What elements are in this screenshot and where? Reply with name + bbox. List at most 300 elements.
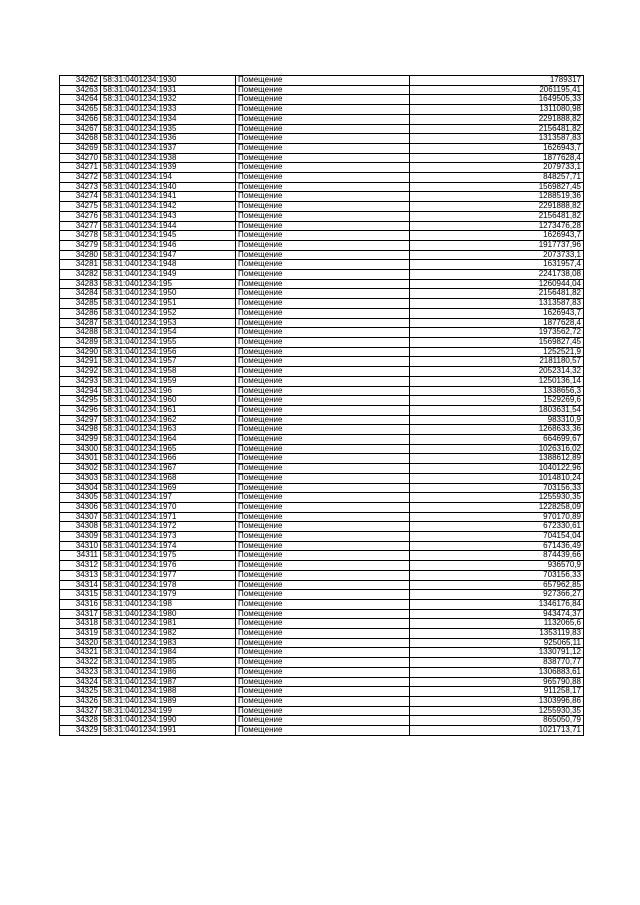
- cadastral-value: 672330,61: [410, 522, 584, 532]
- cadastral-value: 1313587,83: [410, 299, 584, 309]
- cadastral-number: 58:31:0401234:1988: [101, 687, 236, 697]
- cadastral-value: 703156,33: [410, 570, 584, 580]
- table-row: [60, 153, 584, 163]
- cadastral-number: 58:31:0401234:1957: [101, 357, 236, 367]
- table-row: [60, 561, 584, 571]
- row-number: 34269: [60, 143, 101, 153]
- cadastral-number: 58:31:0401234:1976: [101, 561, 236, 571]
- object-type: Помещение: [236, 163, 410, 173]
- object-type: Помещение: [236, 716, 410, 726]
- table-row: [60, 337, 584, 347]
- object-type: Помещение: [236, 357, 410, 367]
- row-number: 34320: [60, 638, 101, 648]
- cadastral-number: 58:31:0401234:1935: [101, 124, 236, 134]
- row-number: 34275: [60, 202, 101, 212]
- row-number: 34264: [60, 95, 101, 105]
- table-row: [60, 658, 584, 668]
- row-number: 34273: [60, 182, 101, 192]
- table-row: [60, 609, 584, 619]
- cadastral-number: 58:31:0401234:1958: [101, 367, 236, 377]
- cadastral-value: 2156481,82: [410, 289, 584, 299]
- cadastral-number: 58:31:0401234:1975: [101, 551, 236, 561]
- object-type: Помещение: [236, 629, 410, 639]
- cadastral-table: [59, 75, 584, 736]
- object-type: Помещение: [236, 240, 410, 250]
- table-row: [60, 706, 584, 716]
- cadastral-number: 58:31:0401234:1967: [101, 464, 236, 474]
- row-number: 34329: [60, 726, 101, 736]
- object-type: Помещение: [236, 454, 410, 464]
- cadastral-value: 2061195,41: [410, 85, 584, 95]
- object-type: Помещение: [236, 95, 410, 105]
- object-type: Помещение: [236, 551, 410, 561]
- object-type: Помещение: [236, 114, 410, 124]
- cadastral-number: 58:31:0401234:1948: [101, 260, 236, 270]
- cadastral-number: 58:31:0401234:1946: [101, 240, 236, 250]
- object-type: Помещение: [236, 289, 410, 299]
- row-number: 34289: [60, 337, 101, 347]
- cadastral-number: 58:31:0401234:1983: [101, 638, 236, 648]
- cadastral-value: 1228258,09: [410, 502, 584, 512]
- cadastral-value: 1255930,35: [410, 706, 584, 716]
- cadastral-number: 58:31:0401234:1947: [101, 250, 236, 260]
- cadastral-number: 58:31:0401234:199: [101, 706, 236, 716]
- cadastral-value: 1330791,12: [410, 648, 584, 658]
- table-row: [60, 483, 584, 493]
- row-number: 34285: [60, 299, 101, 309]
- table-row: [60, 405, 584, 415]
- cadastral-value: 1631957,4: [410, 260, 584, 270]
- table-row: [60, 444, 584, 454]
- object-type: Помещение: [236, 260, 410, 270]
- cadastral-number: 58:31:0401234:1961: [101, 405, 236, 415]
- row-number: 34291: [60, 357, 101, 367]
- cadastral-value: 1917737,96: [410, 240, 584, 250]
- table-row: [60, 629, 584, 639]
- cadastral-number: 58:31:0401234:1987: [101, 677, 236, 687]
- cadastral-number: 58:31:0401234:1934: [101, 114, 236, 124]
- row-number: 34284: [60, 289, 101, 299]
- table-row: [60, 279, 584, 289]
- row-number: 34262: [60, 76, 101, 86]
- object-type: Помещение: [236, 541, 410, 551]
- cadastral-number: 58:31:0401234:1977: [101, 570, 236, 580]
- row-number: 34278: [60, 231, 101, 241]
- cadastral-value: 1346176,84: [410, 599, 584, 609]
- cadastral-value: 2052314,32: [410, 367, 584, 377]
- cadastral-number: 58:31:0401234:1964: [101, 435, 236, 445]
- cadastral-value: 911258,17: [410, 687, 584, 697]
- cadastral-value: 1311080,98: [410, 105, 584, 115]
- row-number: 34311: [60, 551, 101, 561]
- table-row: [60, 599, 584, 609]
- object-type: Помещение: [236, 512, 410, 522]
- cadastral-value: 1252521,9: [410, 347, 584, 357]
- object-type: Помещение: [236, 347, 410, 357]
- cadastral-number: 58:31:0401234:1944: [101, 221, 236, 231]
- object-type: Помещение: [236, 658, 410, 668]
- cadastral-value: 1260944,04: [410, 279, 584, 289]
- row-number: 34326: [60, 697, 101, 707]
- cadastral-value: 2156481,82: [410, 211, 584, 221]
- row-number: 34296: [60, 405, 101, 415]
- row-number: 34325: [60, 687, 101, 697]
- cadastral-value: 1353119,83: [410, 629, 584, 639]
- table-row: [60, 202, 584, 212]
- object-type: Помещение: [236, 279, 410, 289]
- object-type: Помещение: [236, 677, 410, 687]
- row-number: 34322: [60, 658, 101, 668]
- table-row: [60, 677, 584, 687]
- row-number: 34309: [60, 532, 101, 542]
- cadastral-number: 58:31:0401234:1968: [101, 473, 236, 483]
- cadastral-value: 1303996,86: [410, 697, 584, 707]
- table-row: [60, 726, 584, 736]
- object-type: Помещение: [236, 493, 410, 503]
- table-row: [60, 435, 584, 445]
- object-type: Помещение: [236, 76, 410, 86]
- cadastral-value: 1273476,28: [410, 221, 584, 231]
- row-number: 34265: [60, 105, 101, 115]
- table-row: [60, 386, 584, 396]
- object-type: Помещение: [236, 376, 410, 386]
- cadastral-number: 58:31:0401234:1956: [101, 347, 236, 357]
- cadastral-number: 58:31:0401234:1970: [101, 502, 236, 512]
- object-type: Помещение: [236, 143, 410, 153]
- object-type: Помещение: [236, 318, 410, 328]
- cadastral-number: 58:31:0401234:1974: [101, 541, 236, 551]
- cadastral-number: 58:31:0401234:1990: [101, 716, 236, 726]
- cadastral-number: 58:31:0401234:1980: [101, 609, 236, 619]
- cadastral-value: 848257,71: [410, 173, 584, 183]
- object-type: Помещение: [236, 561, 410, 571]
- row-number: 34267: [60, 124, 101, 134]
- cadastral-value: 943474,37: [410, 609, 584, 619]
- cadastral-number: 58:31:0401234:1982: [101, 629, 236, 639]
- row-number: 34287: [60, 318, 101, 328]
- table-row: [60, 425, 584, 435]
- object-type: Помещение: [236, 134, 410, 144]
- table-row: [60, 95, 584, 105]
- table-row: [60, 367, 584, 377]
- cadastral-value: 1569827,45: [410, 337, 584, 347]
- cadastral-value: 2291888,82: [410, 114, 584, 124]
- object-type: Помещение: [236, 153, 410, 163]
- table-row: [60, 105, 584, 115]
- row-number: 34306: [60, 502, 101, 512]
- cadastral-value: 1014810,24: [410, 473, 584, 483]
- row-number: 34282: [60, 270, 101, 280]
- cadastral-number: 58:31:0401234:1972: [101, 522, 236, 532]
- object-type: Помещение: [236, 483, 410, 493]
- object-type: Помещение: [236, 590, 410, 600]
- table-row: [60, 134, 584, 144]
- object-type: Помещение: [236, 270, 410, 280]
- cadastral-number: 58:31:0401234:1979: [101, 590, 236, 600]
- cadastral-value: 1789317: [410, 76, 584, 86]
- cadastral-value: 970170,89: [410, 512, 584, 522]
- row-number: 34319: [60, 629, 101, 639]
- cadastral-number: 58:31:0401234:1984: [101, 648, 236, 658]
- cadastral-number: 58:31:0401234:1936: [101, 134, 236, 144]
- row-number: 34299: [60, 435, 101, 445]
- object-type: Помещение: [236, 182, 410, 192]
- cadastral-value: 983310,9: [410, 415, 584, 425]
- table-row: [60, 143, 584, 153]
- object-type: Помещение: [236, 202, 410, 212]
- cadastral-number: 58:31:0401234:1966: [101, 454, 236, 464]
- table-row: [60, 250, 584, 260]
- cadastral-number: 58:31:0401234:196: [101, 386, 236, 396]
- table-row: [60, 85, 584, 95]
- row-number: 34314: [60, 580, 101, 590]
- table-row: [60, 619, 584, 629]
- table-row: [60, 231, 584, 241]
- cadastral-value: 657962,85: [410, 580, 584, 590]
- table-row: [60, 493, 584, 503]
- cadastral-number: 58:31:0401234:1951: [101, 299, 236, 309]
- object-type: Помещение: [236, 502, 410, 512]
- cadastral-value: 664699,67: [410, 435, 584, 445]
- object-type: Помещение: [236, 473, 410, 483]
- row-number: 34280: [60, 250, 101, 260]
- object-type: Помещение: [236, 570, 410, 580]
- cadastral-value: 2156481,82: [410, 124, 584, 134]
- object-type: Помещение: [236, 85, 410, 95]
- cadastral-value: 936570,9: [410, 561, 584, 571]
- object-type: Помещение: [236, 308, 410, 318]
- object-type: Помещение: [236, 415, 410, 425]
- object-type: Помещение: [236, 105, 410, 115]
- cadastral-value: 1313587,83: [410, 134, 584, 144]
- cadastral-number: 58:31:0401234:194: [101, 173, 236, 183]
- row-number: 34323: [60, 667, 101, 677]
- cadastral-number: 58:31:0401234:1938: [101, 153, 236, 163]
- cadastral-number: 58:31:0401234:1955: [101, 337, 236, 347]
- cadastral-number: 58:31:0401234:1963: [101, 425, 236, 435]
- object-type: Помещение: [236, 599, 410, 609]
- cadastral-number: 58:31:0401234:1969: [101, 483, 236, 493]
- table-row: [60, 182, 584, 192]
- cadastral-value: 965790,88: [410, 677, 584, 687]
- cadastral-value: 1040122,96: [410, 464, 584, 474]
- cadastral-value: 2073733,1: [410, 250, 584, 260]
- cadastral-value: 838770,77: [410, 658, 584, 668]
- cadastral-number: 58:31:0401234:1952: [101, 308, 236, 318]
- table-row: [60, 502, 584, 512]
- cadastral-value: 1626943,7: [410, 231, 584, 241]
- cadastral-value: 704154,04: [410, 532, 584, 542]
- cadastral-value: 1132065,6: [410, 619, 584, 629]
- table-row: [60, 570, 584, 580]
- cadastral-value: 865050,79: [410, 716, 584, 726]
- object-type: Помещение: [236, 367, 410, 377]
- row-number: 34281: [60, 260, 101, 270]
- cadastral-value: 703156,33: [410, 483, 584, 493]
- table-row: [60, 716, 584, 726]
- table-row: [60, 124, 584, 134]
- cadastral-number: 58:31:0401234:1978: [101, 580, 236, 590]
- object-type: Помещение: [236, 396, 410, 406]
- object-type: Помещение: [236, 405, 410, 415]
- cadastral-number: 58:31:0401234:1933: [101, 105, 236, 115]
- cadastral-number: 58:31:0401234:1991: [101, 726, 236, 736]
- row-number: 34302: [60, 464, 101, 474]
- cadastral-value: 1973562,72: [410, 328, 584, 338]
- row-number: 34318: [60, 619, 101, 629]
- table-row: [60, 211, 584, 221]
- table-row: [60, 357, 584, 367]
- object-type: Помещение: [236, 580, 410, 590]
- row-number: 34290: [60, 347, 101, 357]
- row-number: 34283: [60, 279, 101, 289]
- cadastral-number: 58:31:0401234:1940: [101, 182, 236, 192]
- cadastral-value: 1649505,33: [410, 95, 584, 105]
- cadastral-number: 58:31:0401234:1930: [101, 76, 236, 86]
- cadastral-number: 58:31:0401234:197: [101, 493, 236, 503]
- cadastral-number: 58:31:0401234:1932: [101, 95, 236, 105]
- cadastral-value: 1569827,45: [410, 182, 584, 192]
- table-row: [60, 173, 584, 183]
- object-type: Помещение: [236, 337, 410, 347]
- object-type: Помещение: [236, 231, 410, 241]
- object-type: Помещение: [236, 250, 410, 260]
- table-row: [60, 590, 584, 600]
- cadastral-value: 1877628,4: [410, 153, 584, 163]
- table-row: [60, 376, 584, 386]
- table-row: [60, 299, 584, 309]
- table-row: [60, 328, 584, 338]
- cadastral-number: 58:31:0401234:1937: [101, 143, 236, 153]
- row-number: 34307: [60, 512, 101, 522]
- row-number: 34270: [60, 153, 101, 163]
- table-row: [60, 454, 584, 464]
- table-row: [60, 240, 584, 250]
- object-type: Помещение: [236, 522, 410, 532]
- cadastral-number: 58:31:0401234:1962: [101, 415, 236, 425]
- row-number: 34312: [60, 561, 101, 571]
- row-number: 34294: [60, 386, 101, 396]
- object-type: Помещение: [236, 726, 410, 736]
- object-type: Помещение: [236, 464, 410, 474]
- table-row: [60, 289, 584, 299]
- object-type: Помещение: [236, 173, 410, 183]
- cadastral-value: 1877628,4: [410, 318, 584, 328]
- table-row: [60, 638, 584, 648]
- cadastral-number: 58:31:0401234:195: [101, 279, 236, 289]
- row-number: 34301: [60, 454, 101, 464]
- row-number: 34308: [60, 522, 101, 532]
- object-type: Помещение: [236, 609, 410, 619]
- row-number: 34303: [60, 473, 101, 483]
- table-row: [60, 318, 584, 328]
- table-row: [60, 580, 584, 590]
- cadastral-number: 58:31:0401234:1945: [101, 231, 236, 241]
- row-number: 34310: [60, 541, 101, 551]
- object-type: Помещение: [236, 299, 410, 309]
- cadastral-number: 58:31:0401234:1960: [101, 396, 236, 406]
- row-number: 34324: [60, 677, 101, 687]
- table-row: [60, 541, 584, 551]
- row-number: 34293: [60, 376, 101, 386]
- row-number: 34300: [60, 444, 101, 454]
- cadastral-number: 58:31:0401234:1949: [101, 270, 236, 280]
- cadastral-value: 1626943,7: [410, 308, 584, 318]
- row-number: 34286: [60, 308, 101, 318]
- row-number: 34292: [60, 367, 101, 377]
- table-row: [60, 192, 584, 202]
- row-number: 34263: [60, 85, 101, 95]
- table-body: [60, 76, 584, 736]
- row-number: 34279: [60, 240, 101, 250]
- object-type: Помещение: [236, 706, 410, 716]
- table-row: [60, 551, 584, 561]
- cadastral-value: 1388612,89: [410, 454, 584, 464]
- object-type: Помещение: [236, 687, 410, 697]
- object-type: Помещение: [236, 124, 410, 134]
- cadastral-value: 927366,27: [410, 590, 584, 600]
- cadastral-number: 58:31:0401234:1973: [101, 532, 236, 542]
- object-type: Помещение: [236, 425, 410, 435]
- row-number: 34328: [60, 716, 101, 726]
- table-row: [60, 473, 584, 483]
- object-type: Помещение: [236, 667, 410, 677]
- cadastral-number: 58:31:0401234:1931: [101, 85, 236, 95]
- cadastral-number: 58:31:0401234:1965: [101, 444, 236, 454]
- object-type: Помещение: [236, 435, 410, 445]
- row-number: 34297: [60, 415, 101, 425]
- cadastral-value: 1026316,02: [410, 444, 584, 454]
- cadastral-value: 1250136,14: [410, 376, 584, 386]
- table-row: [60, 347, 584, 357]
- table-row: [60, 415, 584, 425]
- cadastral-value: 874439,66: [410, 551, 584, 561]
- cadastral-value: 1529269,6: [410, 396, 584, 406]
- table-row: [60, 163, 584, 173]
- object-type: Помещение: [236, 221, 410, 231]
- row-number: 34276: [60, 211, 101, 221]
- cadastral-number: 58:31:0401234:1971: [101, 512, 236, 522]
- object-type: Помещение: [236, 192, 410, 202]
- cadastral-value: 1338656,3: [410, 386, 584, 396]
- cadastral-number: 58:31:0401234:1989: [101, 697, 236, 707]
- table-row: [60, 260, 584, 270]
- cadastral-number: 58:31:0401234:1939: [101, 163, 236, 173]
- row-number: 34313: [60, 570, 101, 580]
- row-number: 34304: [60, 483, 101, 493]
- cadastral-number: 58:31:0401234:1981: [101, 619, 236, 629]
- table-row: [60, 667, 584, 677]
- object-type: Помещение: [236, 697, 410, 707]
- cadastral-value: 2181180,57: [410, 357, 584, 367]
- cadastral-value: 1288519,36: [410, 192, 584, 202]
- cadastral-value: 1021713,71: [410, 726, 584, 736]
- row-number: 34277: [60, 221, 101, 231]
- cadastral-number: 58:31:0401234:1954: [101, 328, 236, 338]
- cadastral-value: 1626943,7: [410, 143, 584, 153]
- cadastral-number: 58:31:0401234:1941: [101, 192, 236, 202]
- row-number: 34272: [60, 173, 101, 183]
- table-row: [60, 697, 584, 707]
- table-row: [60, 532, 584, 542]
- object-type: Помещение: [236, 532, 410, 542]
- row-number: 34271: [60, 163, 101, 173]
- object-type: Помещение: [236, 211, 410, 221]
- row-number: 34295: [60, 396, 101, 406]
- row-number: 34321: [60, 648, 101, 658]
- cadastral-number: 58:31:0401234:1943: [101, 211, 236, 221]
- table-row: [60, 114, 584, 124]
